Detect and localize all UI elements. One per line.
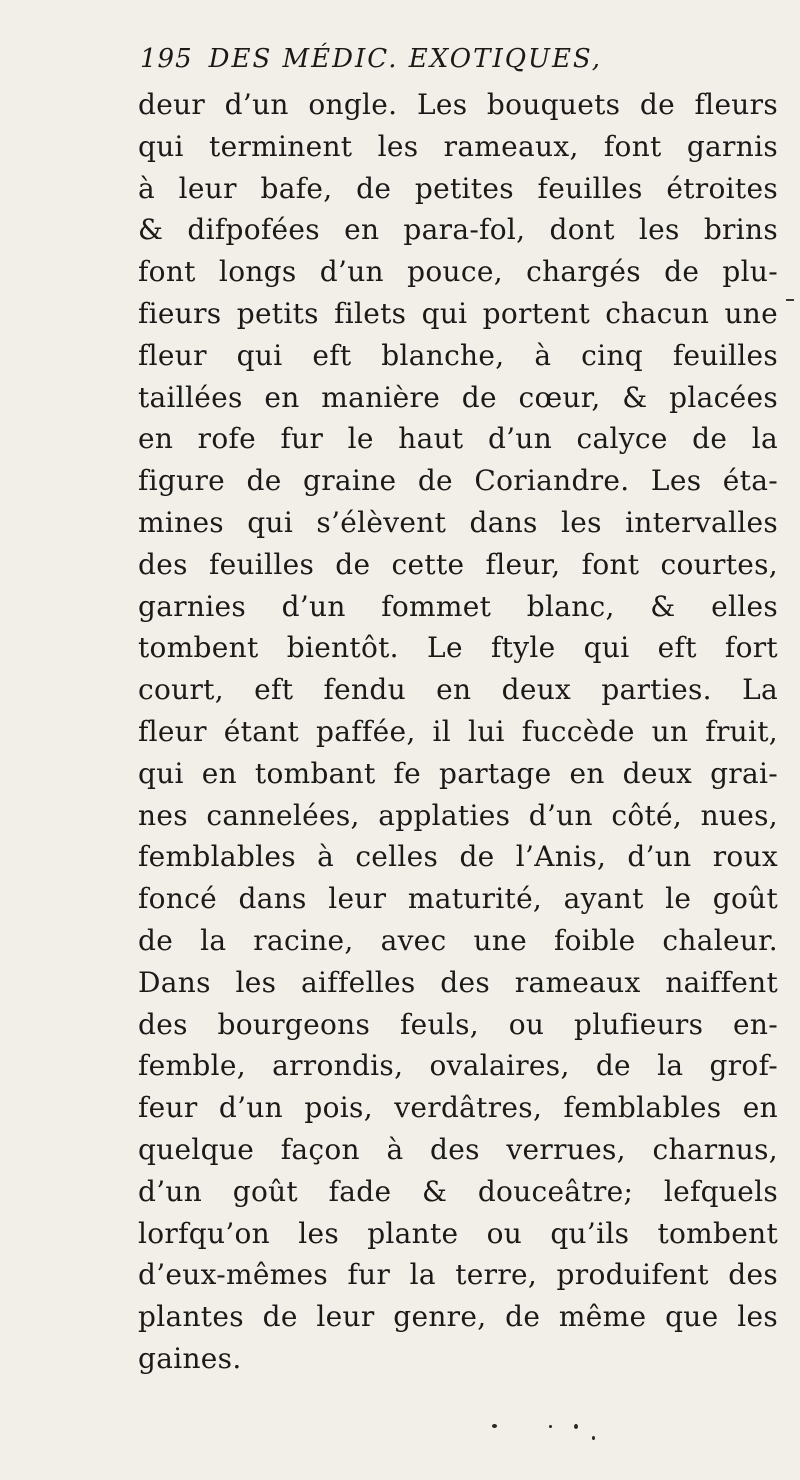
ink-specks xyxy=(480,1418,760,1438)
page-number: 195 xyxy=(140,44,193,74)
text-line: d’eux-mêmes fur la terre, produifent des xyxy=(138,1258,778,1292)
ink-speck xyxy=(492,1424,497,1428)
text-line: quelque façon à des verrues, charnus, xyxy=(138,1132,778,1166)
text-line: feur d’un pois, verdâtres, femblables en xyxy=(138,1091,778,1125)
text-line: d’un goût fade & douceâtre; lefquels xyxy=(138,1174,778,1208)
ink-speck xyxy=(592,1436,595,1440)
text-line: femble, arrondis, ovalaires, de la grof- xyxy=(138,1049,778,1083)
ink-speck xyxy=(549,1425,552,1428)
body-text xyxy=(138,84,778,1380)
ink-speck xyxy=(574,1424,578,1429)
text-line: de la racine, avec une foible chaleur. xyxy=(138,923,778,957)
text-line: figure de graine de Coriandre. Les éta- xyxy=(138,464,778,498)
text-line: tombent bientôt. Le ftyle qui eft fort xyxy=(138,631,778,665)
text-line: à leur bafe, de petites feuilles étroites xyxy=(138,171,778,205)
text-line: qui en tombant fe partage en deux grai- xyxy=(138,756,778,790)
text-line: fieurs petits filets qui portent chacun une xyxy=(138,296,778,330)
text-line: fleur qui eft blanche, à cinq feuilles xyxy=(138,338,778,372)
text-line: font longs d’un pouce, chargés de plu- xyxy=(138,255,778,289)
text-line: nes cannelées, applaties d’un côté, nues, xyxy=(138,798,778,832)
text-line: garnies d’un fommet blanc, & elles xyxy=(138,589,778,623)
text-line: plantes de leur genre, de même que les xyxy=(138,1300,778,1334)
text-line: Dans les aiffelles des rameaux naiffent xyxy=(138,965,778,999)
text-line: des bourgeons feuls, ou plufieurs en- xyxy=(138,1007,778,1041)
text-line: mines qui s’élèvent dans les intervalles xyxy=(138,505,778,539)
text-line-last: gaines. xyxy=(138,1341,242,1375)
text-line: deur d’un ongle. Les bouquets de fleurs xyxy=(138,88,778,121)
text-line: lorfqu’on les plante ou qu’ils tombent xyxy=(138,1216,778,1250)
text-line: court, eft fendu en deux parties. La xyxy=(138,673,778,707)
text-line: taillées en manière de cœur, & placées xyxy=(138,380,778,414)
text-line: foncé dans leur maturité, ayant le goût xyxy=(138,882,778,916)
text-line: fleur étant paffée, il lui fuccède un fruit, xyxy=(138,714,778,748)
text-line: qui terminent les rameaux, font garnis xyxy=(138,129,778,163)
margin-dash-mark xyxy=(786,299,794,301)
text-line: femblables à celles de l’Anis, d’un roux xyxy=(138,840,778,874)
text-line: des feuilles de cette fleur, font courtes, xyxy=(138,547,778,581)
text-line: en rofe fur le haut d’un calyce de la xyxy=(138,422,778,456)
page-header xyxy=(140,44,660,88)
running-title: DES MÉDIC. EXOTIQUES, xyxy=(208,44,603,74)
text-line: & difpofées en para-fol, dont les brins xyxy=(138,213,778,247)
